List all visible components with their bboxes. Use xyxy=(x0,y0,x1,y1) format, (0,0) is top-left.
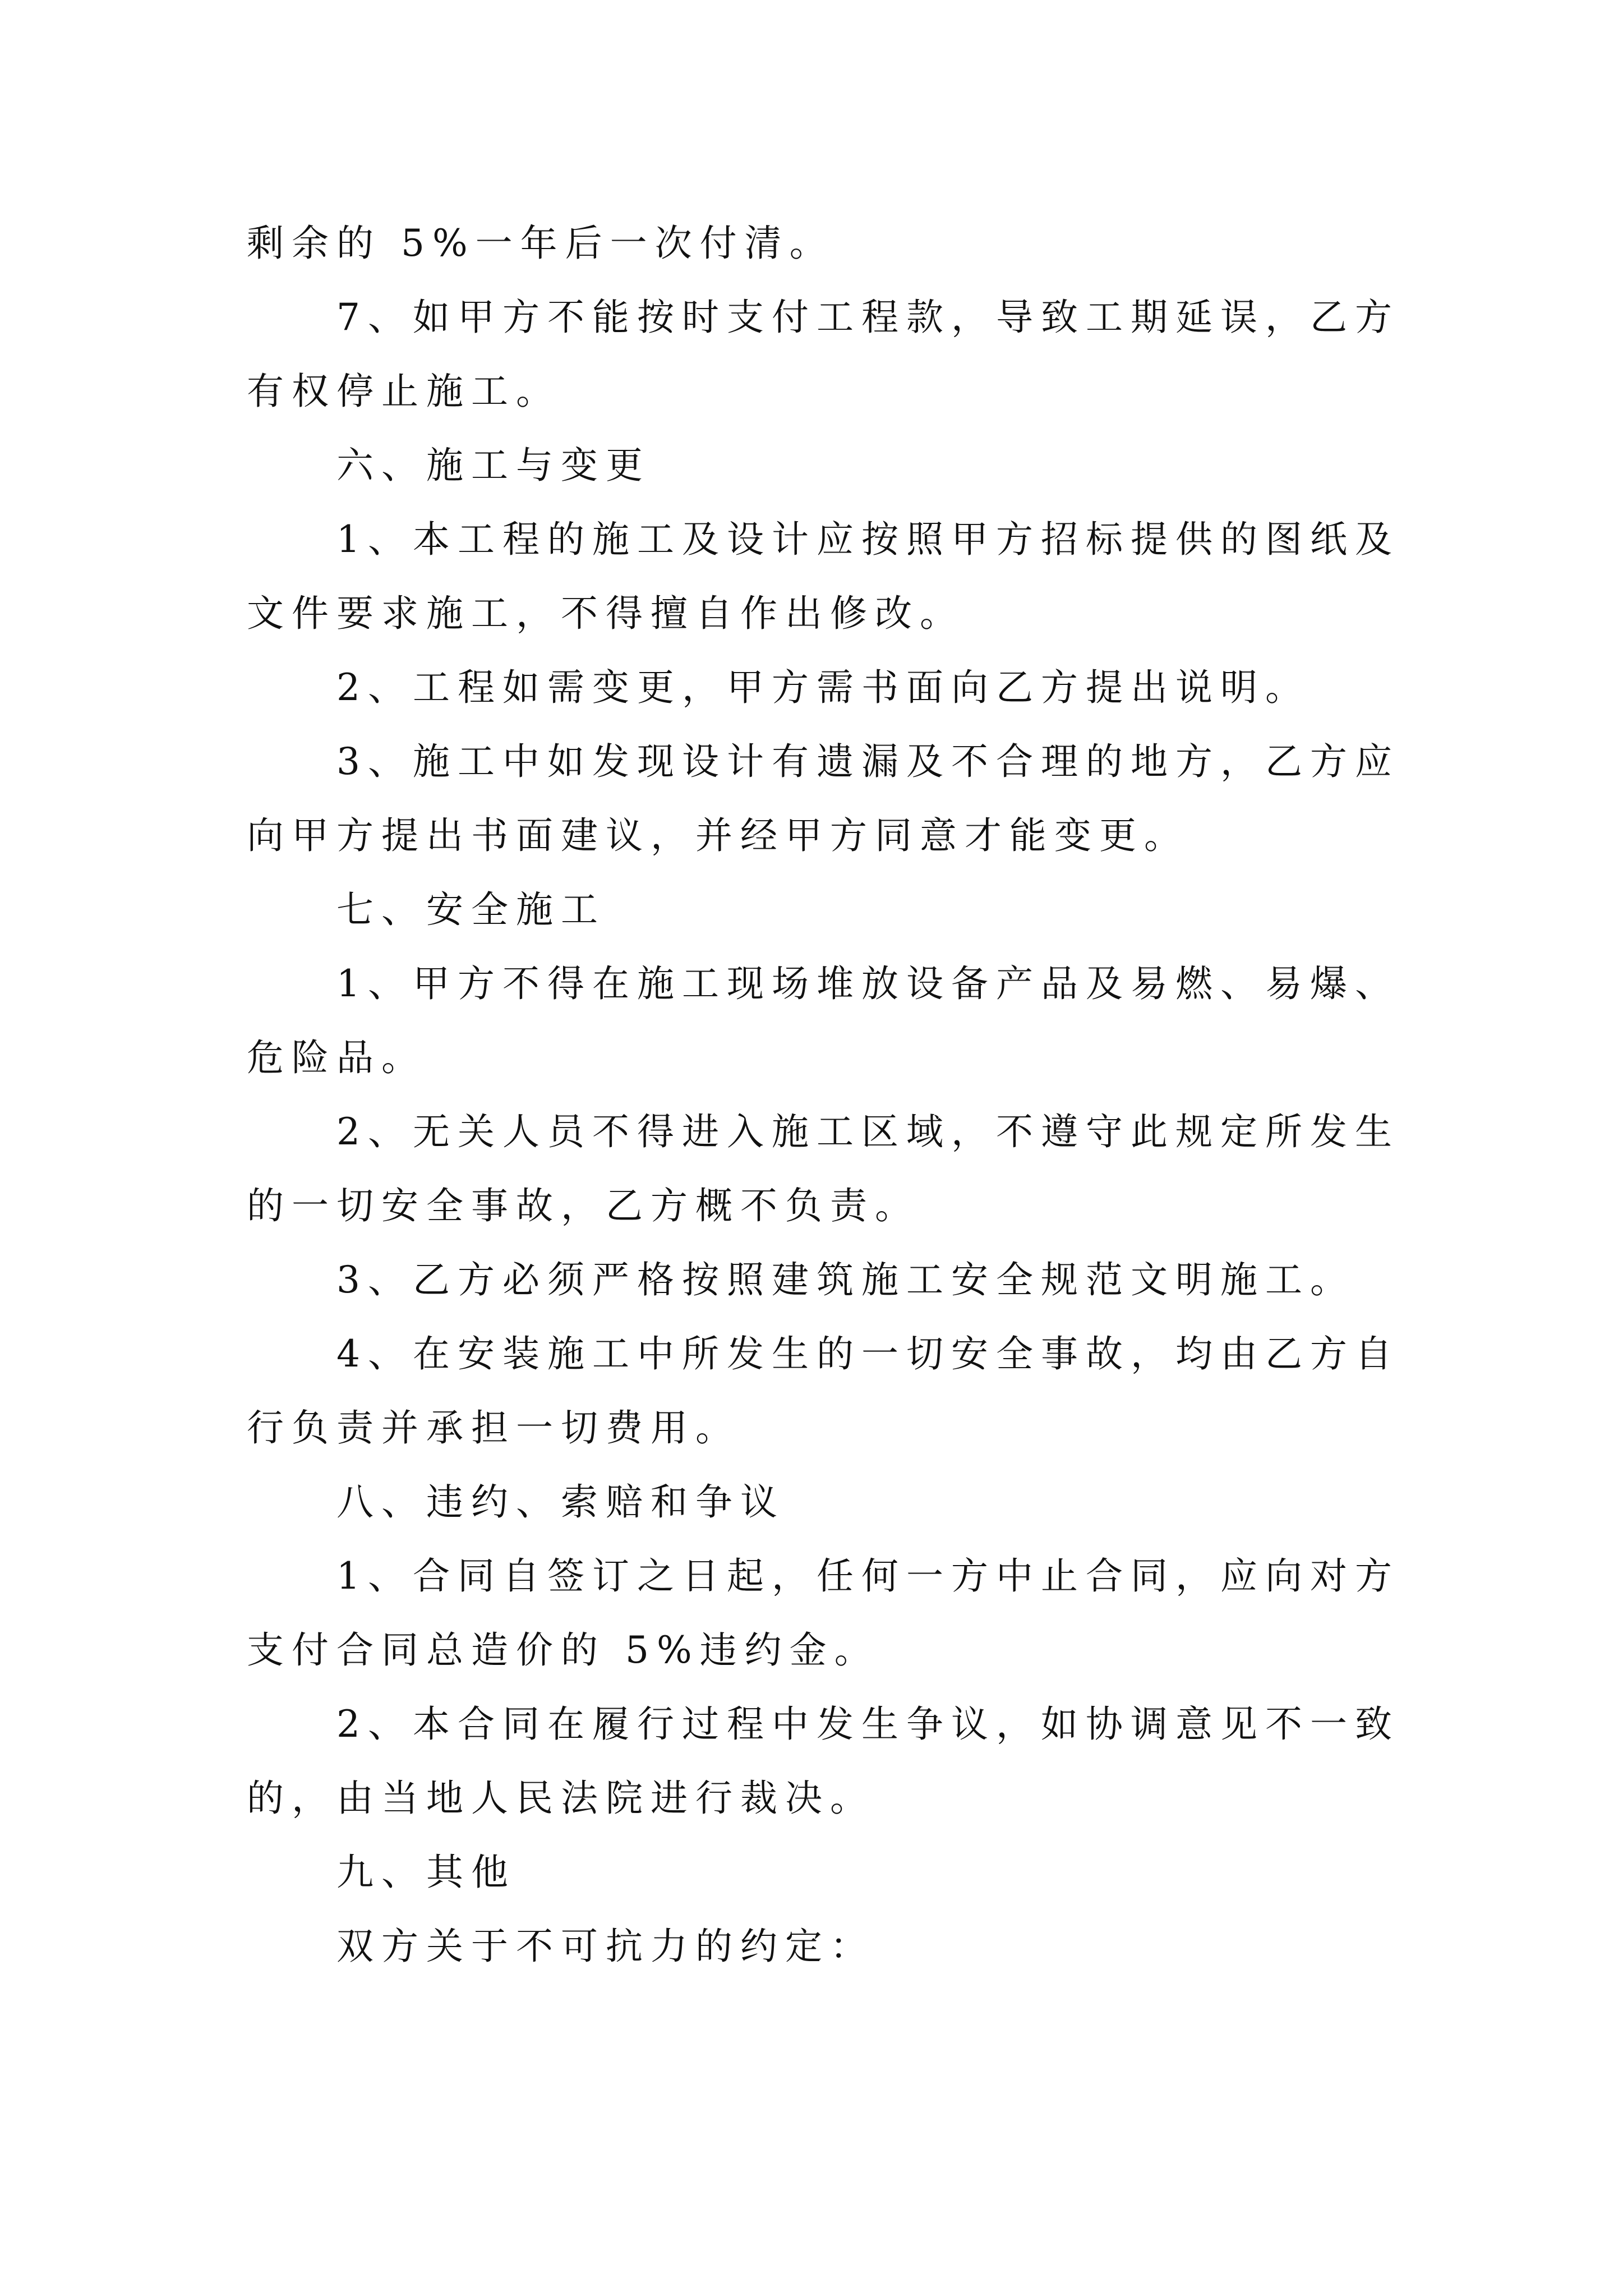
section-8-clause-1-line-1: 1、合同自签订之日起，任何一方中止合同，应向对方 xyxy=(336,1554,1400,1598)
section-6-clause-1-line-1: 1、本工程的施工及设计应按照甲方招标提供的图纸及 xyxy=(336,518,1400,561)
section-8-clause-2-line-2: 的，由当地人民法院进行裁决。 xyxy=(247,1777,875,1820)
section-6-clause-2: 2、工程如需变更，甲方需书面向乙方提出说明。 xyxy=(336,666,1310,709)
section-8-heading: 八、违约、索赔和争议 xyxy=(336,1480,785,1524)
section-6-clause-1-line-2: 文件要求施工，不得擅自作出修改。 xyxy=(247,592,965,635)
clause-7-line-1: 7、如甲方不能按时支付工程款，导致工期延误，乙方 xyxy=(336,296,1400,339)
section-9-heading: 九、其他 xyxy=(336,1851,516,1894)
section-7-heading: 七、安全施工 xyxy=(336,888,606,931)
section-6-heading: 六、施工与变更 xyxy=(336,444,651,487)
document-page xyxy=(247,206,1400,1984)
section-8-clause-1-line-2: 支付合同总造价的 5%违约金。 xyxy=(247,1628,879,1672)
section-7-clause-2-line-1: 2、无关人员不得进入施工区域，不遵守此规定所发生 xyxy=(336,1110,1400,1153)
section-6-clause-3-line-2: 向甲方提出书面建议，并经甲方同意才能变更。 xyxy=(247,814,1189,857)
section-7-clause-1-line-2: 危险品。 xyxy=(247,1036,426,1079)
section-7-clause-2-line-2: 的一切安全事故，乙方概不负责。 xyxy=(247,1184,920,1227)
section-6-clause-3-line-1: 3、施工中如发现设计有遗漏及不合理的地方，乙方应 xyxy=(336,740,1400,783)
section-7-clause-4-line-2: 行负责并承担一切费用。 xyxy=(247,1406,740,1450)
section-7-clause-1-line-1: 1、甲方不得在施工现场堆放设备产品及易燃、易爆、 xyxy=(336,962,1400,1005)
section-9-line-1: 双方关于不可抗力的约定： xyxy=(336,1925,875,1968)
section-8-clause-2-line-1: 2、本合同在履行过程中发生争议，如协调意见不一致 xyxy=(336,1703,1400,1746)
section-7-clause-3: 3、乙方必须严格按照建筑施工安全规范文明施工。 xyxy=(336,1258,1355,1301)
clause-7-line-2: 有权停止施工。 xyxy=(247,370,561,413)
paragraph-line: 剩余的 5%一年后一次付清。 xyxy=(247,222,834,265)
section-7-clause-4-line-1: 4、在安装施工中所发生的一切安全事故，均由乙方自 xyxy=(336,1332,1400,1375)
